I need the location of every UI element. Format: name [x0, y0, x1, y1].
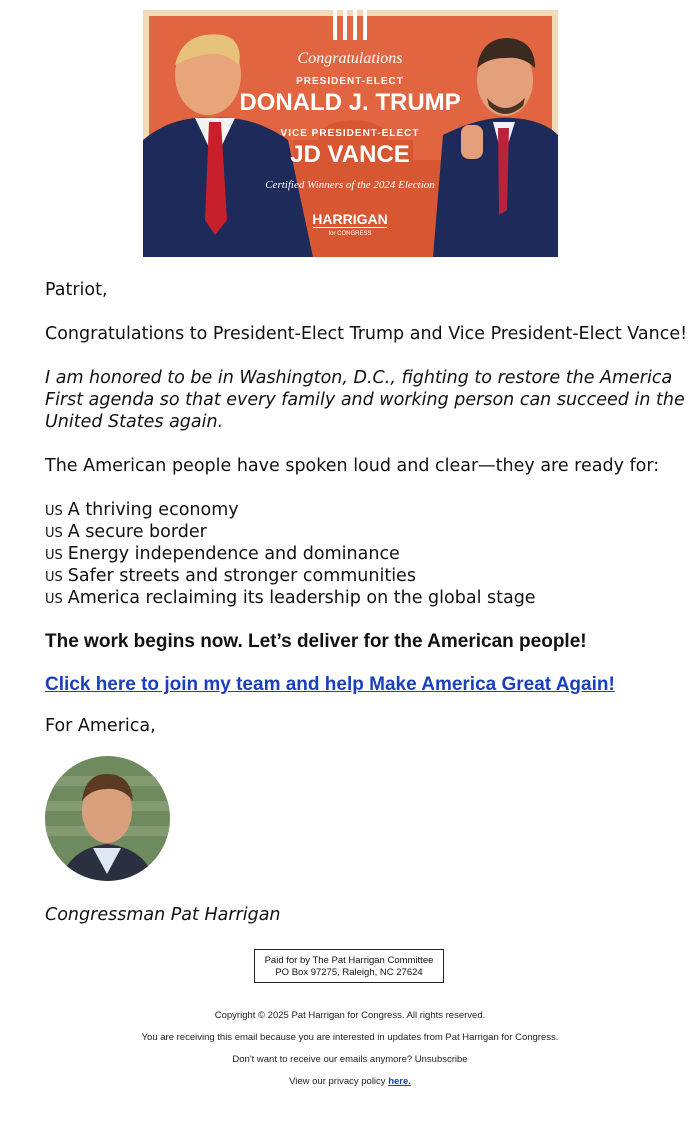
- list-item-text: A thriving economy: [67, 500, 239, 520]
- honored-line-3: United States again.: [45, 412, 224, 432]
- list-item: [45, 565, 416, 589]
- unsubscribe-line[interactable]: Don't want to receive our emails anymore? Unsubscribe: [232, 1054, 468, 1065]
- banner-pres-name: DONALD J. TRUMP: [239, 89, 461, 116]
- banner-vp-label: VICE PRESIDENT-ELECT: [280, 128, 420, 139]
- privacy-link[interactable]: here.: [388, 1076, 411, 1087]
- receiving-notice: You are receiving this email because you are interested in updates from Pat Harrigan for Congress.: [141, 1032, 559, 1043]
- banner-pres-label: PRESIDENT-ELECT: [296, 76, 404, 87]
- us-flag-icon: US: [45, 592, 63, 607]
- banner-brand-sub: for CONGRESS: [328, 231, 372, 237]
- banner-brand: HARRIGAN: [312, 211, 388, 227]
- avatar: [45, 756, 170, 881]
- spoken-line: The American people have spoken loud and clear—they are ready for:: [45, 456, 660, 476]
- banner-certified: Certified Winners of the 2024 Election: [265, 179, 435, 191]
- honored-line-2: First agenda so that every family and working person can succeed in the: [45, 390, 685, 410]
- us-flag-icon: US: [45, 526, 63, 541]
- banner-congrats: Congratulations: [297, 50, 403, 67]
- us-flag-icon: US: [45, 548, 63, 563]
- us-flag-icon: US: [45, 504, 63, 519]
- congrats-line: Congratulations to President-Elect Trump and Vice President-Elect Vance!: [45, 324, 688, 344]
- work-line: The work begins now. Let’s deliver for the American people!: [45, 631, 587, 652]
- honored-line-1: I am honored to be in Washington, D.C., fighting to restore the America: [45, 368, 673, 388]
- banner-graphic: [143, 10, 558, 257]
- list-item: [45, 543, 400, 567]
- us-flag-icon: US: [45, 570, 63, 585]
- list-item-text: Safer streets and stronger communities: [67, 566, 416, 586]
- list-item: [45, 499, 239, 523]
- greeting: Patriot,: [45, 280, 108, 300]
- paid-for-box: [254, 949, 444, 983]
- signoff: For America,: [45, 716, 156, 736]
- copyright: Copyright © 2025 Pat Harrigan for Congress. All rights reserved.: [214, 1010, 486, 1021]
- list-item-text: Energy independence and dominance: [67, 544, 400, 564]
- list-item-text: America reclaiming its leadership on the global stage: [67, 588, 536, 608]
- privacy-line: [0, 1076, 700, 1087]
- paid-line-2: PO Box 97275, Raleigh, NC 27624: [275, 967, 423, 978]
- list-item: [45, 587, 536, 611]
- paid-line-1: Paid for by The Pat Harrigan Committee: [264, 955, 434, 966]
- cta-link[interactable]: Click here to join my team and help Make America Great Again!: [45, 674, 615, 695]
- list-item: [45, 521, 207, 545]
- banner-image: [143, 10, 558, 257]
- privacy-text: View our privacy policy: [289, 1076, 386, 1087]
- banner-vp-name: JD VANCE: [290, 141, 410, 168]
- portrait-photo: [45, 756, 170, 881]
- signature: Congressman Pat Harrigan: [45, 905, 281, 925]
- list-item-text: A secure border: [67, 522, 207, 542]
